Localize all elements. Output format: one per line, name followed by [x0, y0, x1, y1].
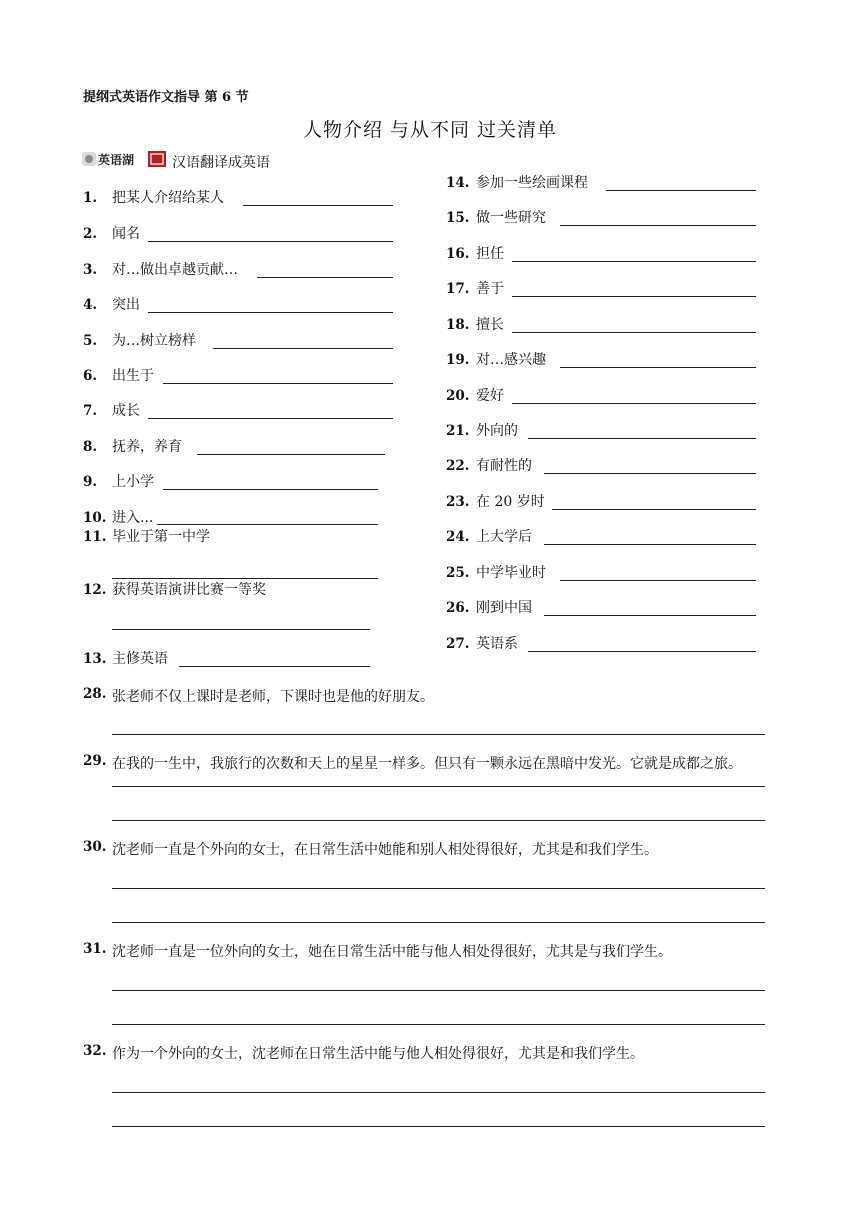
logo-text: 英语湖 [98, 153, 135, 167]
answer-line[interactable] [112, 1126, 765, 1127]
answer-blank[interactable] [528, 651, 756, 652]
answer-blank[interactable] [512, 403, 756, 404]
answer-blank[interactable] [148, 418, 393, 419]
answer-blank[interactable] [163, 383, 393, 384]
answer-blank[interactable] [157, 524, 378, 525]
answer-blank[interactable] [544, 473, 756, 474]
logo [82, 150, 168, 168]
answer-line[interactable] [112, 1092, 765, 1093]
answer-line[interactable] [112, 820, 765, 821]
answer-blank[interactable] [148, 241, 393, 242]
answer-blank[interactable] [560, 580, 756, 581]
answer-blank[interactable] [544, 615, 756, 616]
answer-blank[interactable] [163, 489, 378, 490]
answer-blank[interactable] [213, 348, 393, 349]
answer-blank[interactable] [528, 438, 756, 439]
answer-blank[interactable] [179, 666, 370, 667]
section-label: 汉语翻译成英语 [172, 155, 270, 171]
answer-blank[interactable] [112, 578, 378, 579]
answer-blank[interactable] [512, 296, 756, 297]
answer-blank[interactable] [148, 312, 393, 313]
page-title: 人物介绍 与从不同 过关清单 [302, 119, 558, 141]
answer-line[interactable] [112, 888, 765, 889]
answer-line[interactable] [112, 786, 765, 787]
answer-line[interactable] [112, 734, 765, 735]
answer-line[interactable] [112, 922, 765, 923]
answer-blank[interactable] [544, 544, 756, 545]
answer-blank[interactable] [560, 367, 756, 368]
document-header: 提纲式英语作文指导 第 6 节 [83, 90, 249, 105]
answer-blank[interactable] [112, 629, 370, 630]
answer-blank[interactable] [560, 225, 756, 226]
answer-blank[interactable] [243, 205, 393, 206]
answer-line[interactable] [112, 1024, 765, 1025]
logo-graphic [82, 150, 168, 168]
answer-blank[interactable] [197, 454, 385, 455]
answer-blank[interactable] [552, 509, 756, 510]
answer-blank[interactable] [257, 277, 393, 278]
answer-line[interactable] [112, 990, 765, 991]
answer-blank[interactable] [512, 261, 756, 262]
answer-blank[interactable] [606, 190, 756, 191]
answer-blank[interactable] [512, 332, 756, 333]
